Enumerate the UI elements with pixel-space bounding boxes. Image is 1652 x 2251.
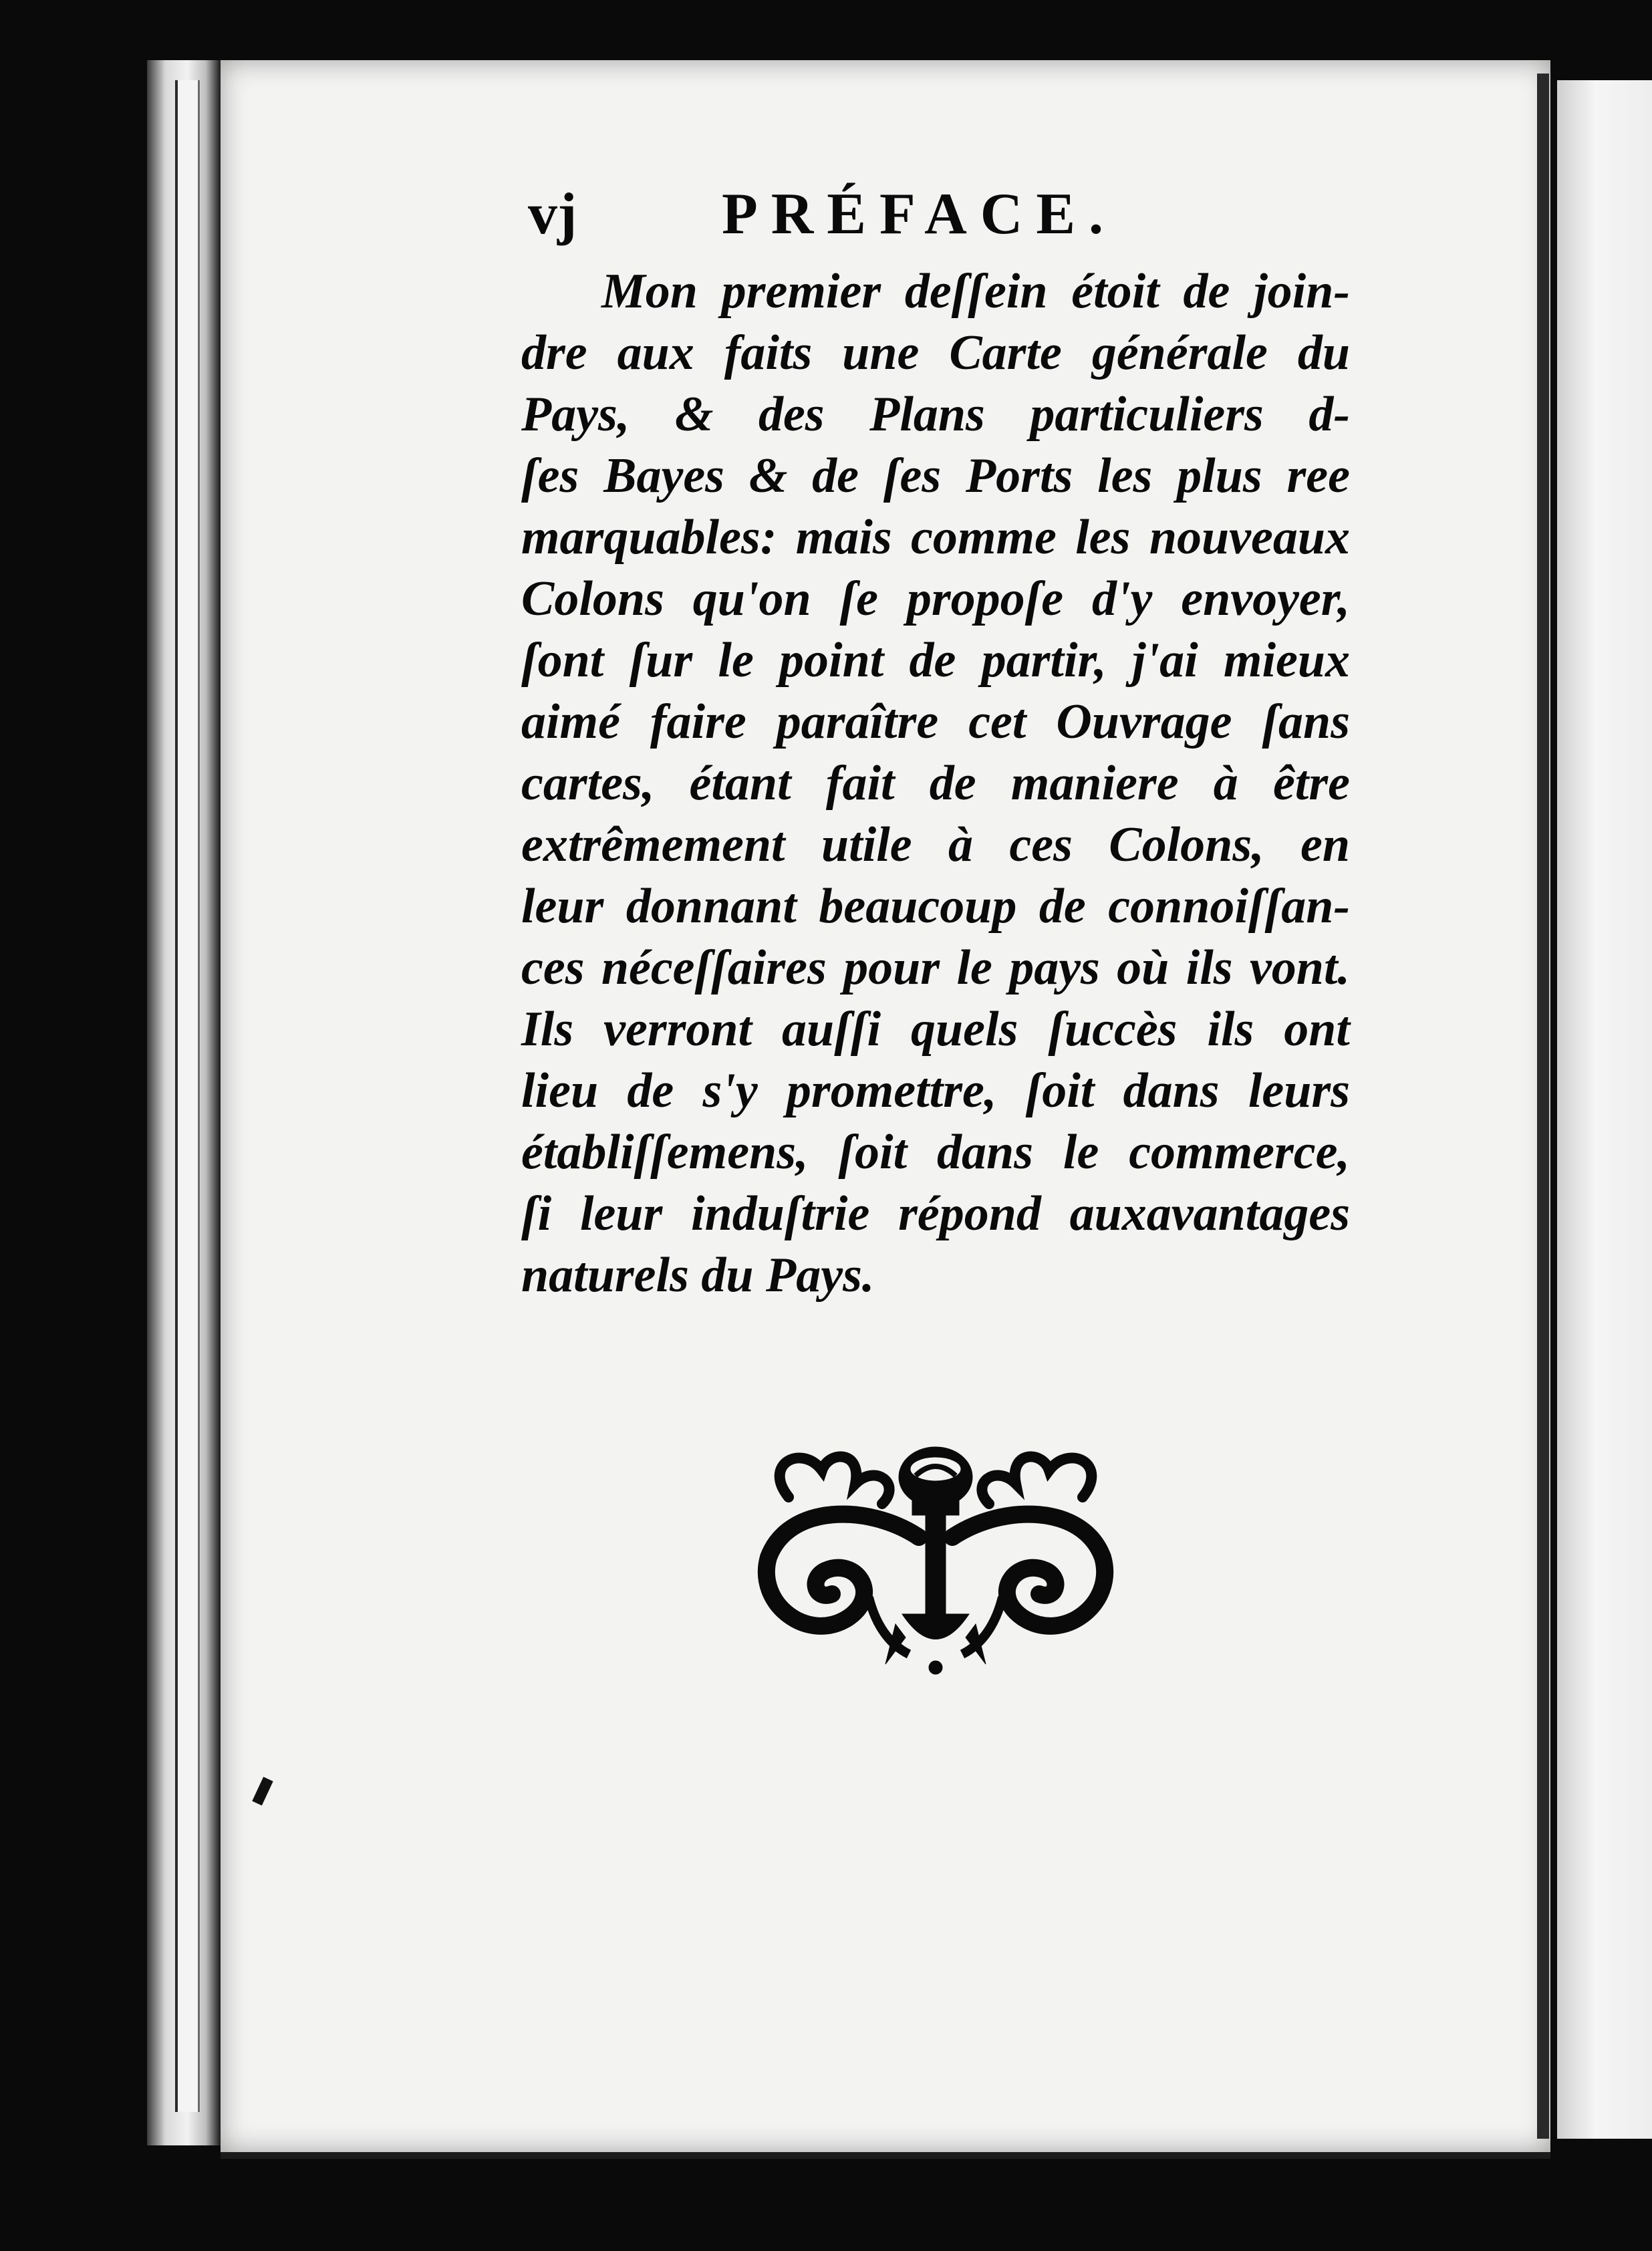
- text-line: lieu de s'y promettre, ſoit dans leurs: [521, 1063, 1350, 1118]
- text-line: ſont ſur le point de partir, j'ai mieux: [521, 633, 1350, 688]
- preface-text: [521, 261, 1350, 1306]
- text-line: Colons qu'on ſe propoſe d'y envoyer,: [521, 571, 1350, 626]
- page-fold-shadow: [1537, 74, 1549, 2139]
- text-line: ſi leur induſtrie répond auxavantages: [521, 1186, 1350, 1241]
- page-stack-edge: [175, 80, 200, 2112]
- text-line: dre aux faits une Carte générale du: [521, 325, 1350, 380]
- text-line: établiſſemens, ſoit dans le commerce,: [521, 1125, 1350, 1180]
- facing-page-edge: [1557, 80, 1652, 2139]
- text-line: aimé faire paraître cet Ouvrage ſans: [521, 694, 1350, 749]
- text-line: cartes, étant fait de maniere à être: [521, 756, 1350, 811]
- text-line: naturels du Pays.: [521, 1248, 875, 1303]
- crown-foliage-ornament-icon: [748, 1424, 1123, 1678]
- text-line: ſes Bayes & de ſes Ports les plus ree: [521, 448, 1350, 503]
- page-header: [528, 180, 1196, 254]
- running-head: PRÉFACE.: [722, 182, 1117, 247]
- text-line: Mon premier deſſein étoit de join-: [601, 264, 1350, 319]
- text-line: ces néceſſaires pour le pays où ils vont.: [521, 940, 1350, 995]
- text-line: extrêmement utile à ces Colons, en: [521, 817, 1350, 872]
- text-line: Pays, & des Plans particuliers d-: [521, 387, 1350, 442]
- text-line: Ils verront auſſi quels ſuccès ils ont: [521, 1002, 1350, 1057]
- text-line: marquables: mais comme les nouveaux: [521, 510, 1350, 565]
- text-line: leur donnant beaucoup de connoiſſan-: [521, 879, 1350, 934]
- page-number: vj: [528, 182, 577, 247]
